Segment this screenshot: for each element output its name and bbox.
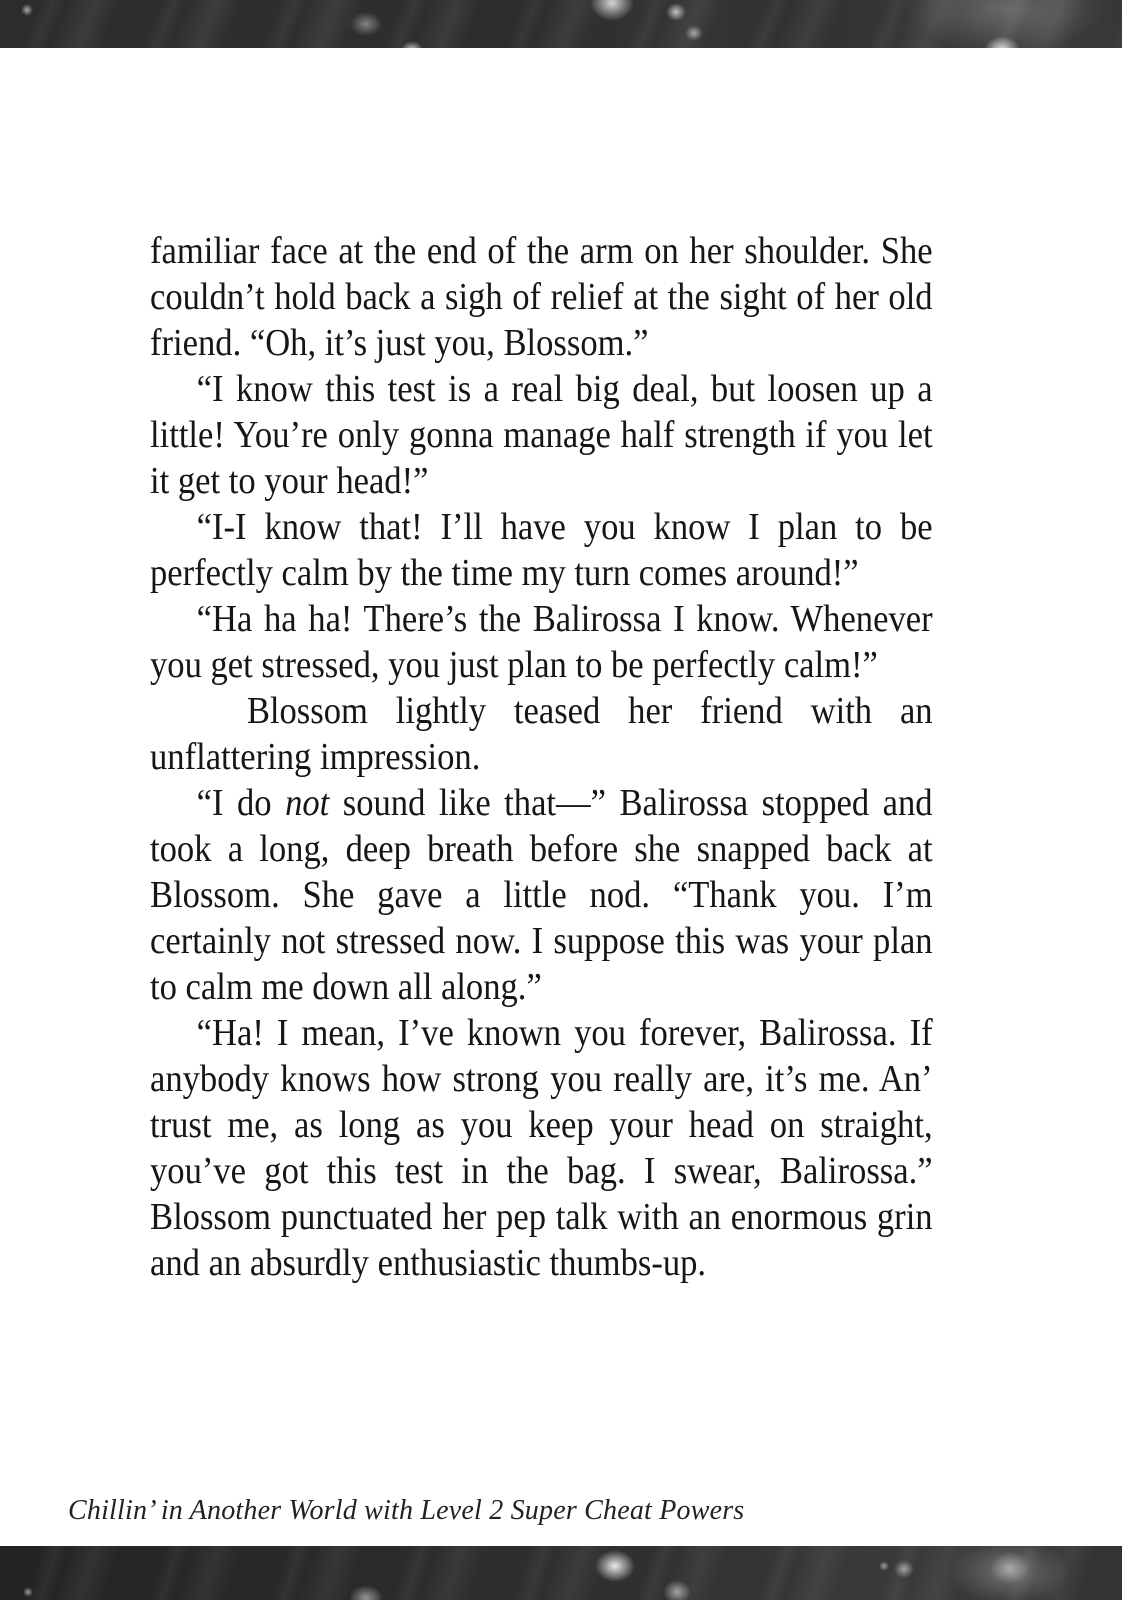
paragraph xyxy=(150,780,933,1010)
paragraph-text: “I do xyxy=(196,782,286,824)
paragraph xyxy=(150,366,933,504)
paragraph-text: “I know this test is a real big deal, but loosen up a little! You’re only gonna manage half strength if you let it get to your head!” xyxy=(150,368,933,502)
paragraph-text: familiar face at the end of the arm on her shoulder. She couldn’t hold back a sigh of relief at the sight of her old friend. “Oh, it’s just you, Blossom.” xyxy=(150,230,933,364)
bottom-border-texture xyxy=(0,1546,1122,1600)
paragraph xyxy=(150,1010,933,1286)
paragraph xyxy=(150,688,933,780)
paragraph xyxy=(150,228,933,366)
running-footer-title: Chillin’ in Another World with Level 2 Super Cheat Powers xyxy=(68,1495,745,1526)
paragraph-text: Blossom lightly teased her friend with an unflattering impression. xyxy=(150,690,933,778)
emphasized-word: not xyxy=(285,782,330,824)
paragraph-text: “Ha ha ha! There’s the Balirossa I know. Whenever you get stressed, you just plan to be perfectly calm!” xyxy=(150,598,933,686)
page-body-text xyxy=(150,228,933,1286)
paragraph-text: sound like that—” Balirossa stopped and took a long, deep breath before she snapped back at Blossom. She gave a little nod. “Thank you. I’m certainly not stressed now. I suppose this was your plan to calm me down all along.” xyxy=(150,782,933,1008)
paragraph xyxy=(150,596,933,688)
paragraph xyxy=(150,504,933,596)
paragraph-text: “Ha! I mean, I’ve known you forever, Balirossa. If anybody knows how strong you really are, it’s me. An’ trust me, as long as you keep your head on straight, you’ve got this test in the bag. I swear, Balirossa.” Blossom punctuated her pep talk with an enormous grin and an absurdly enthusiastic thumbs-up. xyxy=(150,1012,933,1284)
top-border-texture xyxy=(0,0,1122,48)
paragraph-text: “I-I know that! I’ll have you know I plan to be perfectly calm by the time my turn comes around!” xyxy=(150,506,933,594)
